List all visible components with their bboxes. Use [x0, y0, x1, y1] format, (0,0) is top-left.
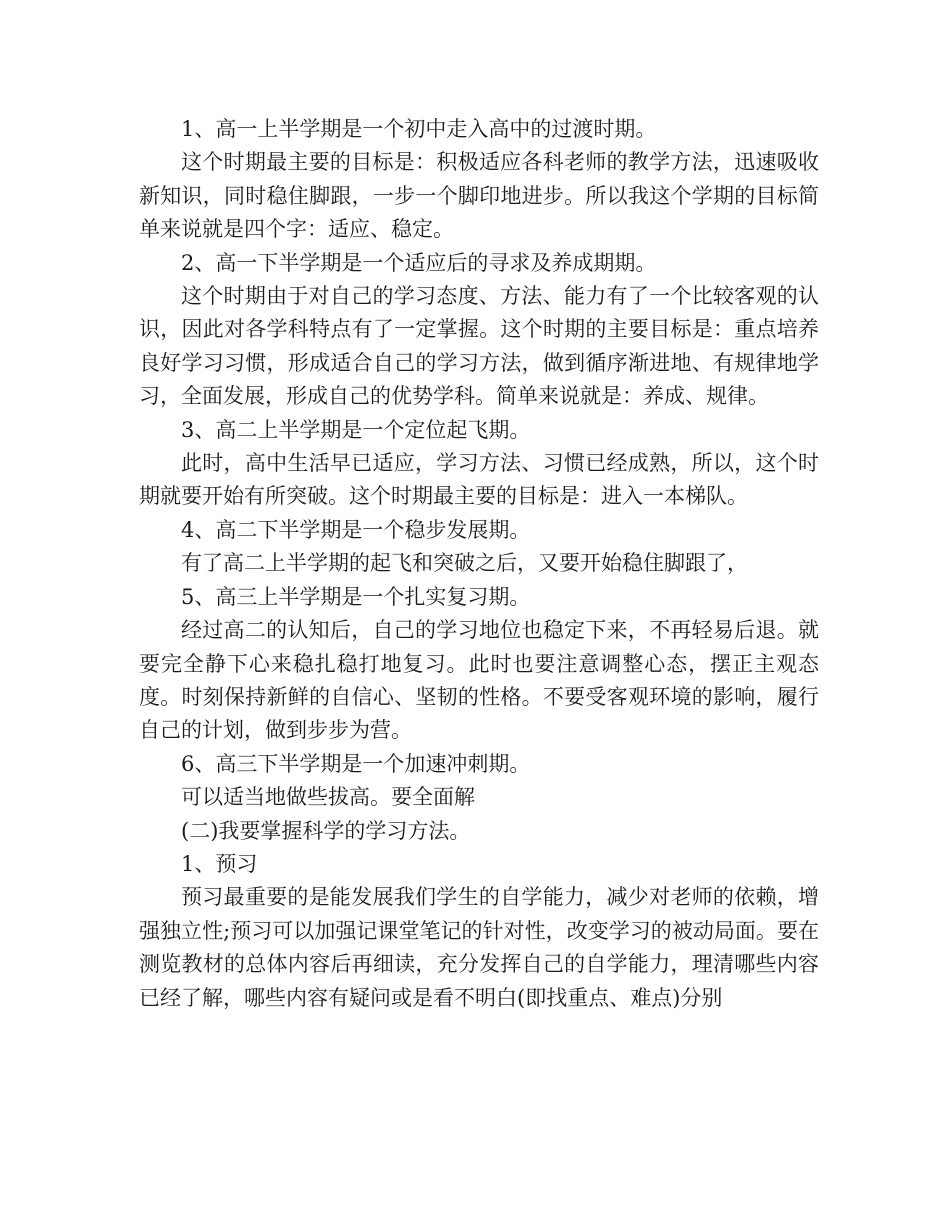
paragraph-6: 此时，高中生活早已适应，学习方法、习惯已经成熟，所以，这个时期就要开始有所突破。这个时期最主要的目标是：进入一本梯队。	[139, 451, 819, 509]
paragraph-15: 预习最重要的是能发展我们学生的自学能力，减少对老师的依赖，增强独立性;预习可以加强记课堂笔记的针对性，改变学习的被动局面。要在测览教材的总体内容后再细读，充分发挥自己的自学能力，理清哪些内容已经了解，哪些内容有疑问或是看不明白(即找重点、难点)分别	[139, 885, 819, 1010]
paragraph-10: 经过高二的认知后，自己的学习地位也稳定下来，不再轻易后退。就要完全静下心来稳扎稳打地复习。此时也要注意调整心态，摆正主观态度。时刻保持新鲜的自信心、坚韧的性格。不要受客观环境的影响，履行自己的计划，做到步步为营。	[139, 618, 819, 743]
paragraph-2: 这个时期最主要的目标是：积极适应各科老师的教学方法，迅速吸收新知识，同时稳住脚跟，一步一个脚印地进步。所以我这个学期的目标简单来说就是四个字：适应、稳定。	[139, 150, 819, 242]
paragraph-5: 3、高二上半学期是一个定位起飞期。	[181, 417, 531, 442]
section-heading: (二)我要掌握科学的学习方法。	[181, 818, 471, 843]
paragraph-1: 1、高一上半学期是一个初中走入高中的过渡时期。	[181, 117, 657, 141]
subheading-preview: 1、预习	[181, 851, 258, 876]
paragraph-9: 5、高三上半学期是一个扎实复习期。	[181, 584, 531, 609]
paragraph-7: 4、高二下半学期是一个稳步发展期。	[181, 517, 531, 542]
document-body	[139, 113, 819, 1015]
paragraph-8: 有了高二上半学期的起飞和突破之后，又要开始稳住脚跟了，	[181, 551, 748, 576]
paragraph-4: 这个时期由于对自己的学习态度、方法、能力有了一个比较客观的认识，因此对各学科特点有了一定掌握。这个时期的主要目标是：重点培养良好学习习惯，形成适合自己的学习方法，做到循序渐进地、有规律地学习，全面发展，形成自己的优势学科。简单来说就是：养成、规律。	[139, 284, 819, 409]
paragraph-11: 6、高三下半学期是一个加速冲刺期。	[181, 751, 531, 776]
paragraph-12: 可以适当地做些拔高。要全面解	[181, 785, 475, 810]
paragraph-3: 2、高一下半学期是一个适应后的寻求及养成期期。	[181, 250, 657, 275]
